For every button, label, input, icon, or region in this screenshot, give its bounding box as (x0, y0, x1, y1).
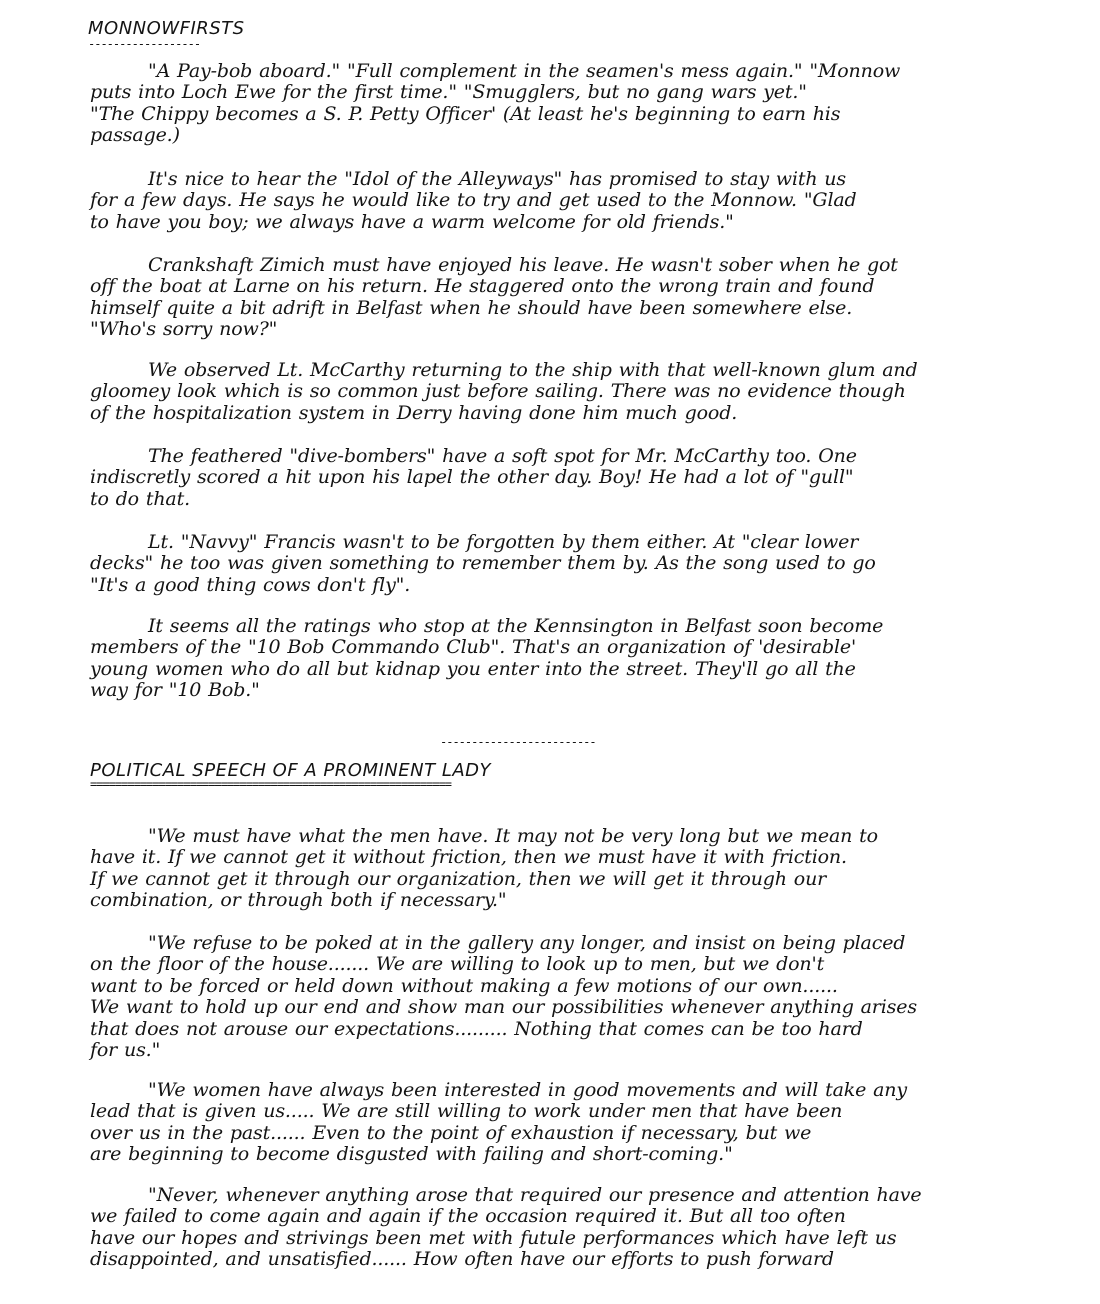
paragraph (90, 169, 1015, 233)
text-line: have our hopes and strivings been met with futule performances which have left us (90, 1226, 897, 1249)
text-line: members of the "10 Bob Commando Club". That's an organization of 'desirable' (90, 636, 857, 659)
text-line: We observed Lt. McCarthy returning to the ship with that well-known glum and (148, 359, 918, 381)
text-line: passage.) (90, 124, 180, 147)
text-line: himself quite a bit adrift in Belfast when he should have been somewhere else. (90, 296, 853, 319)
title-double-underline: ========================================================== (90, 777, 452, 791)
text-line: gloomey look which is so common just before sailing. There was no evidence though (90, 380, 906, 403)
text-line: Lt. "Navvy" Francis wasn't to be forgotten by them either. At "clear lower (148, 531, 859, 553)
text-line: for us." (90, 1039, 161, 1062)
text-line: disappointed, and unsatisfied...... How often have our efforts to push forward (90, 1248, 834, 1271)
text-line: Crankshaft Zimich must have enjoyed his leave. He wasn't sober when he got (148, 254, 898, 276)
text-line: are beginning to become disgusted with failing and short-coming." (90, 1143, 733, 1166)
text-line: want to be forced or held down without making a few motions of our own...... (90, 974, 838, 997)
text-line: on the floor of the house....... We are willing to look up to men, but we don't (90, 953, 825, 976)
paragraph (90, 255, 1015, 341)
text-line: for a few days. He says he would like to try and get used to the Monnow. "Glad (90, 189, 857, 212)
text-line: over us in the past...... Even to the point of exhaustion if necessary, but we (90, 1121, 812, 1144)
text-line: we failed to come again and again if the occasion required it. But all too often (90, 1205, 846, 1228)
text-line: way for "10 Bob." (90, 679, 260, 702)
text-line: "It's a good thing cows don't fly". (90, 573, 411, 596)
paragraph (90, 1185, 1015, 1271)
title-underline: ------------------ (88, 37, 201, 51)
text-line: to do that. (90, 487, 190, 510)
text-line: off the boat at Larne on his return. He staggered onto the wrong train and found (90, 275, 875, 298)
text-line: "We women have always been interested in good movements and will take any (148, 1079, 907, 1101)
text-line: indiscretly scored a hit upon his lapel the other day. Boy! He had a lot of "gull" (90, 466, 854, 489)
paragraph (90, 360, 1015, 424)
text-line: puts into Loch Ewe for the first time." "Smugglers, but no gang wars yet." (90, 81, 807, 104)
text-line: to have you boy; we always have a warm welcome for old friends." (90, 210, 734, 233)
text-line: "The Chippy becomes a S. P. Petty Officer' (At least he's beginning to earn his (90, 102, 841, 125)
paragraph (90, 532, 1015, 596)
section-heading-political-speech (90, 760, 492, 791)
text-line: "We refuse to be poked at in the gallery any longer, and insist on being placed (148, 932, 906, 954)
text-line: "Who's sorry now?" (90, 318, 278, 341)
text-line: "A Pay-bob aboard." "Full complement in the seamen's mess again." "Monnow (148, 60, 901, 82)
text-line: The feathered "dive-bombers" have a soft spot for Mr. McCarthy too. One (148, 445, 857, 467)
paragraph (90, 61, 1015, 147)
section-title: MONNOWFIRSTS (88, 18, 245, 39)
section-title: POLITICAL SPEECH OF A PROMINENT LADY (90, 760, 492, 781)
text-line: "Never, whenever anything arose that required our presence and attention have (148, 1184, 922, 1206)
text-line: that does not arouse our expectations......... Nothing that comes can be too hard (90, 1017, 863, 1040)
section-heading-monnowfirsts (88, 18, 245, 50)
text-line: We want to hold up our end and show man our possibilities whenever anything arises (90, 996, 917, 1019)
paragraph (90, 446, 1015, 510)
text-line: If we cannot get it through our organization, then we will get it through our (90, 867, 827, 890)
paragraph (90, 826, 1015, 912)
paragraph (90, 616, 1015, 702)
paragraph (90, 933, 1015, 1061)
section-separator: ------------------------- (440, 735, 596, 749)
text-line: It seems all the ratings who stop at the Kennsington in Belfast soon become (148, 615, 884, 637)
text-line: young women who do all but kidnap you enter into the street. They'll go all the (90, 657, 856, 680)
paragraph (90, 1080, 1015, 1166)
text-line: lead that is given us..... We are still willing to work under men that have been (90, 1100, 843, 1123)
text-line: combination, or through both if necessary." (90, 889, 507, 912)
text-line: decks" he too was given something to remember them by. As the song used to go (90, 552, 876, 575)
text-line: of the hospitalization system in Derry having done him much good. (90, 401, 738, 424)
text-line: It's nice to hear the "Idol of the Alleyways" has promised to stay with us (148, 168, 846, 190)
text-line: "We must have what the men have. It may not be very long but we mean to (148, 825, 878, 847)
text-line: have it. If we cannot get it without friction, then we must have it with friction. (90, 846, 847, 869)
